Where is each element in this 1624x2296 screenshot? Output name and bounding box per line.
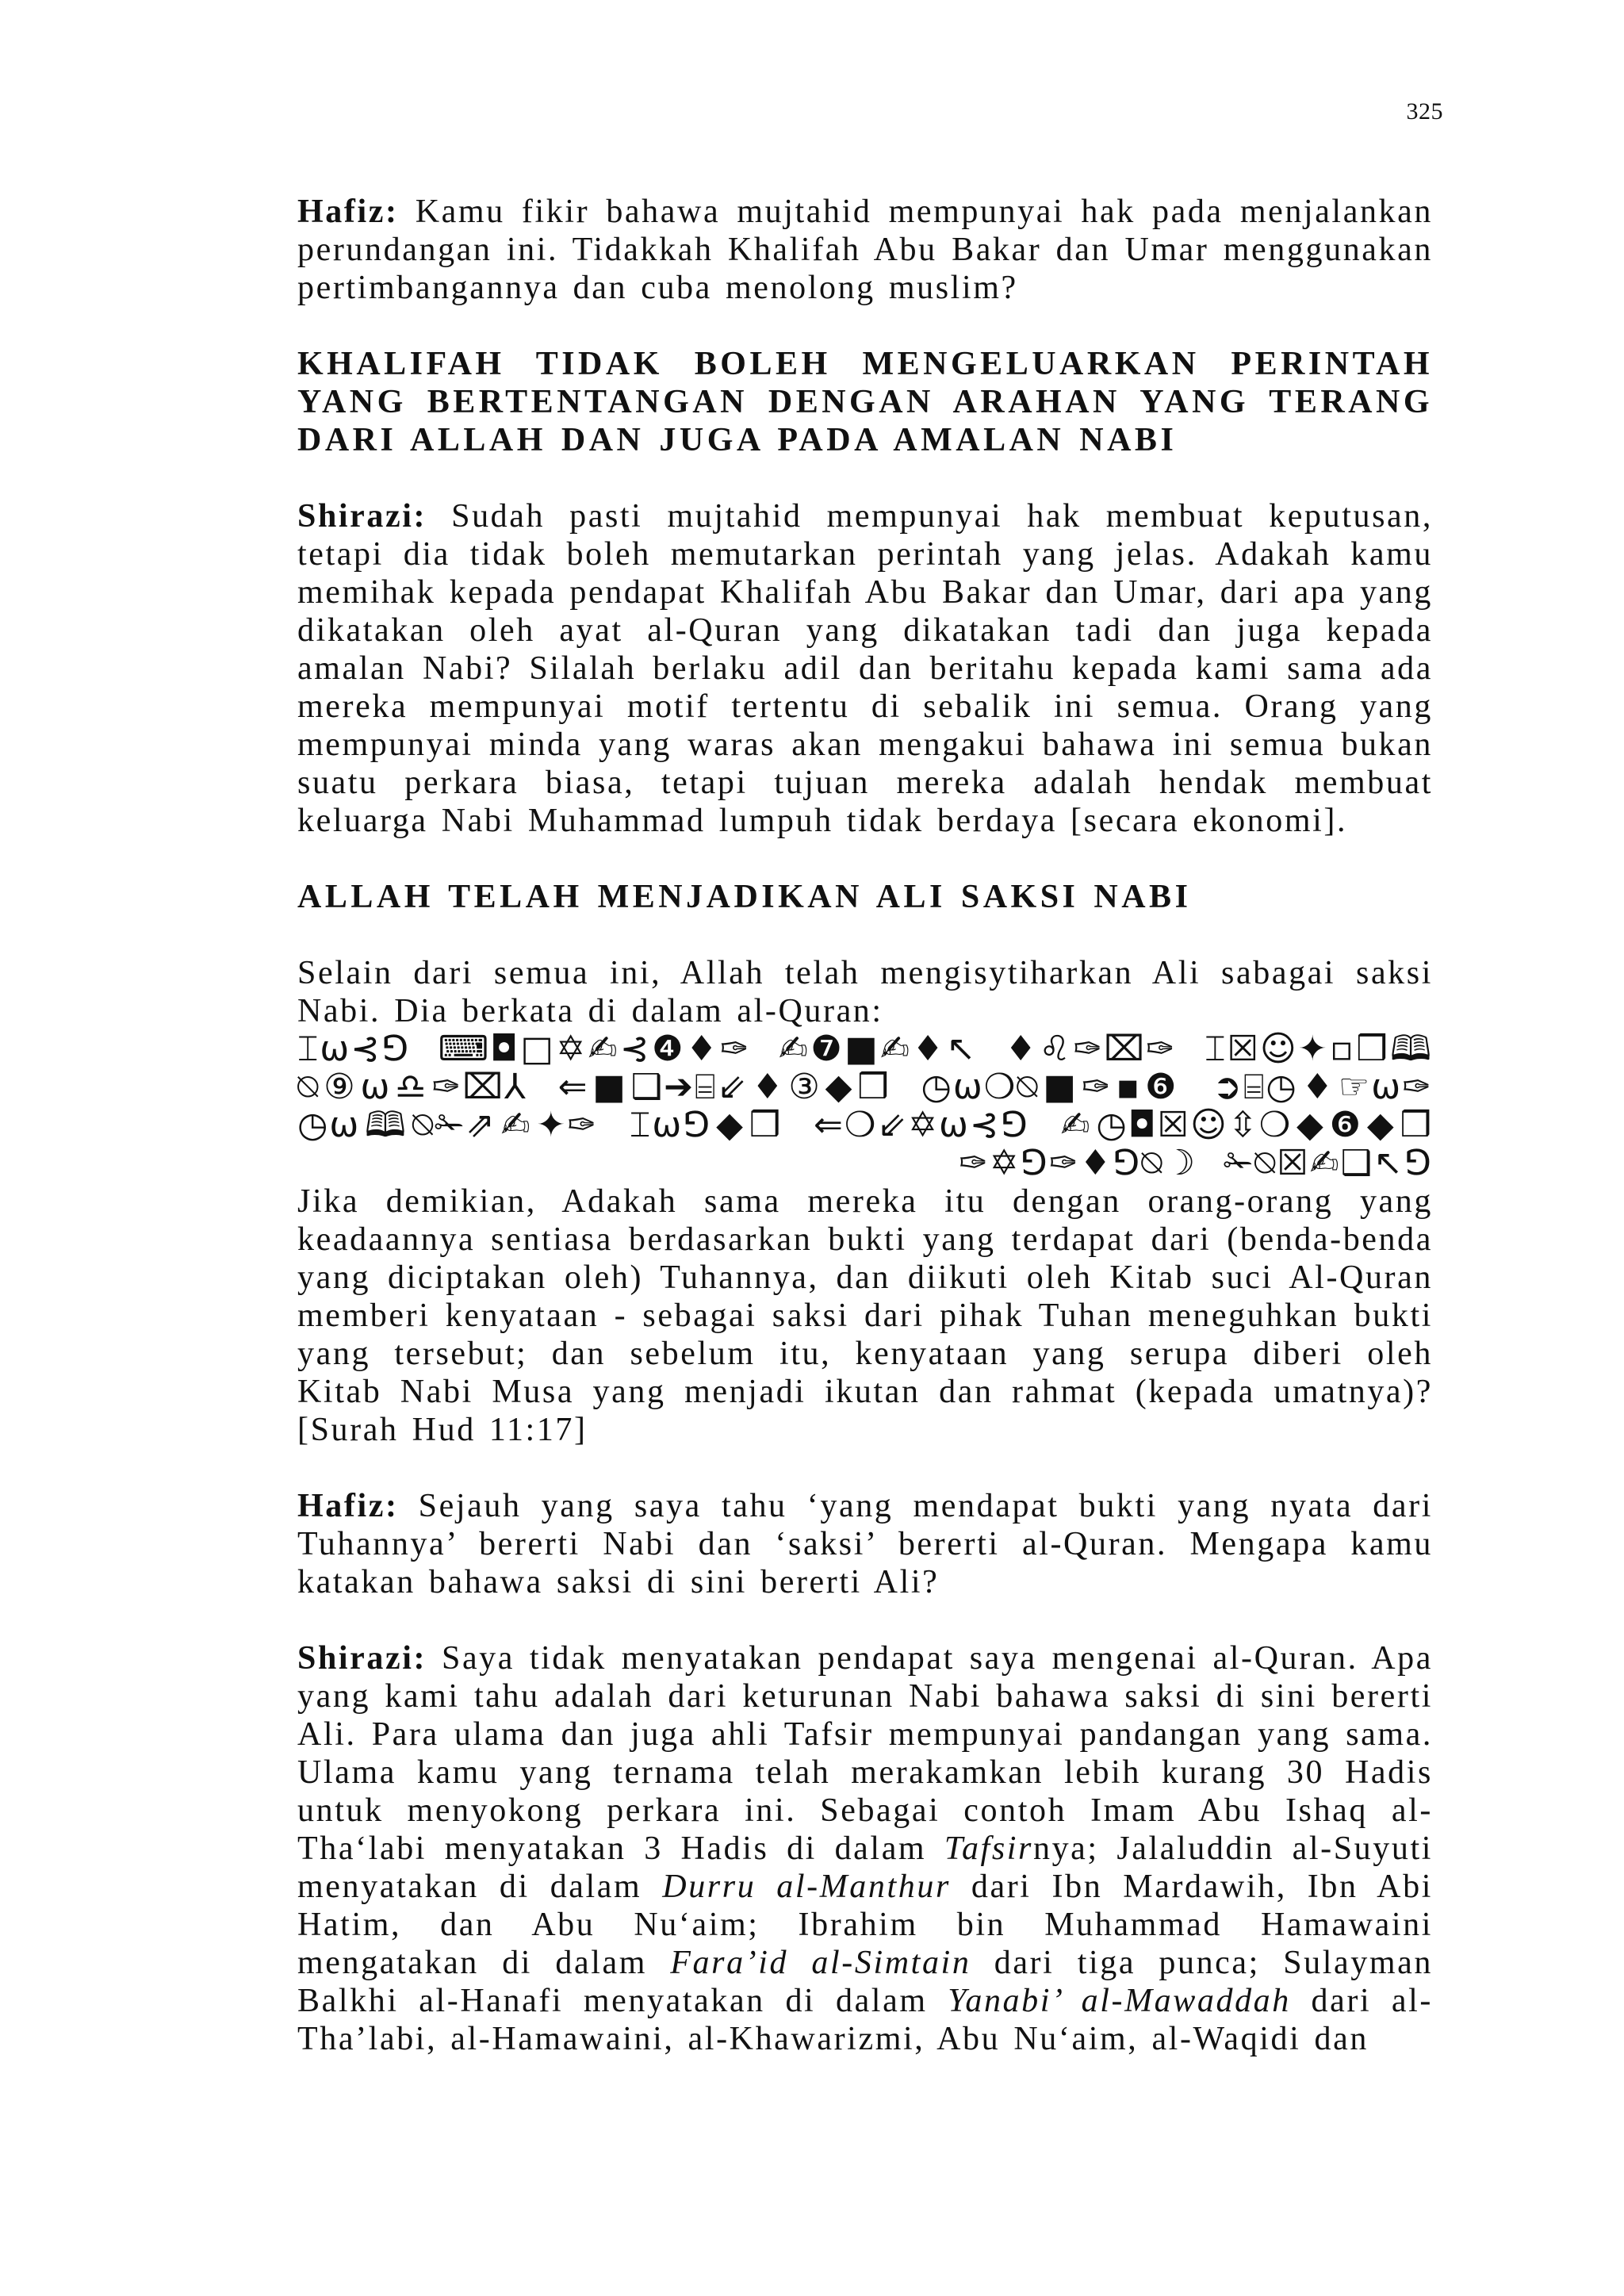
paragraph-text: Saya tidak menyatakan pendapat saya mengenai al-Quran. Apa yang kami tahu adalah dari keturunan Nabi bahawa saksi di sini bererti Ali. Para ulama dan juga ahli Tafsir mempunyai pandangan yang sama. Ulama kamu yang ternama telah merakamkan lebih kurang 30 Hadis untuk menyokong perkara ini. Sebagai contoh Imam Abu Ishaq al-Tha‘labi menyatakan 3 Hadis di dalam — [297, 1640, 1433, 1867]
speaker-label: Hafiz: — [297, 1488, 399, 1524]
paragraph-shirazi-reply — [297, 497, 1433, 840]
paragraph-shirazi-explanation — [297, 1639, 1433, 2058]
page-number: 325 — [1406, 98, 1443, 125]
paragraph-hafiz-objection — [297, 1487, 1433, 1601]
paragraph-text: dari Ibn Mardawih, Ibn Abi Hatim, dan Abu Nu‘aim; Ibrahim bin Muhammad Hamawaini mengatakan di dalam — [297, 1869, 1433, 1981]
paragraph-text: Sejauh yang saya tahu ‘yang mendapat bukti yang nyata dari Tuhannya’ bererti Nabi dan ‘saksi’ bererti al-Quran. Mengapa kamu katakan bahawa saksi di sini bererti Ali? — [297, 1488, 1433, 1600]
paragraph-intro-verse: Selain dari semua ini, Allah telah mengisytiharkan Ali sabagai saksi Nabi. Dia berkata di dalam al-Quran: — [297, 955, 1433, 1029]
quran-verse-glyphs: ⌶⍵⊰⅁ ⌨◘□✡✍⊰❹♦✑ ✍❼■✍♦↖ ♦♌✑⌧✑ ⌶☒☺✦▫❒🕮 ⍉⑨⍵♎✑⌧⅄ ⇐■❑➔⌸⇙♦③◆❒ ◷⍵❍⍉■✑▪❻ ➲⌸◷♦☞⍵✑ ◷⍵🕮⍉✁⇗✍✦✑ ⌶⍵⅁◆❒ ⇐❍⇙✡⍵⊰⅁ ✍◷◘☒☺⇳❍◆❻◆❒ ✑✡⅁✑♦⅁⍉☽ ✁⍉☒✍❑↖⅁ — [297, 1029, 1433, 1183]
book-title: Yanabi’ al-Mawaddah — [948, 1983, 1291, 2019]
paragraph-text: nya; Jalaluddin al-Suyuti menyatakan di dalam — [297, 1830, 1433, 1905]
paragraph-text: Sudah pasti mujtahid mempunyai hak membuat keputusan, tetapi dia tidak boleh memutarkan perintah yang jelas. Adakah kamu memihak kepada pendapat Khalifah Abu Bakar dan Umar, dari apa yang dikatakan oleh ayat al-Quran yang dikatakan tadi dan juga kepada amalan Nabi? Silalah berlaku adil dan beritahu kepada kami sama ada mereka mempunyai motif tertentu di sebalik ini semua. Orang yang mempunyai minda yang waras akan mengakui bahawa ini semua bukan suatu perkara biasa, tetapi tujuan mereka adalah hendak membuat keluarga Nabi Muhammad lumpuh tidak berdaya [secara ekonomi]. — [297, 498, 1433, 839]
speaker-label: Shirazi: — [297, 1640, 427, 1677]
speaker-label: Shirazi: — [297, 498, 427, 535]
book-title: Fara’id al-Simtain — [670, 1945, 971, 1981]
paragraph-verse-translation: Jika demikian, Adakah sama mereka itu dengan orang-orang yang keadaannya sentiasa berdasarkan bukti yang terdapat dari (benda-benda yang diciptakan oleh) Tuhannya, dan diikuti oleh Kitab suci Al-Quran memberi kenyataan - sebagai saksi dari pihak Tuhan meneguhkan bukti yang tersebut; dan sebelum itu, kenyataan yang serupa diberi oleh Kitab Nabi Musa yang menjadi ikutan dan rahmat (kepada umatnya)? [Surah Hud 11:17] — [297, 1183, 1433, 1448]
book-title: Durru al-Manthur — [662, 1869, 951, 1905]
paragraph-text: dari al-Tha’labi, al-Hamawaini, al-Khawarizmi, Abu Nu‘aim, al-Waqidi dan — [297, 1983, 1433, 2057]
page-body — [297, 193, 1433, 2058]
paragraph-text: dari tiga punca; Sulayman Balkhi al-Hanafi menyatakan di dalam — [297, 1945, 1433, 2019]
paragraph-text: Kamu fikir bahawa mujtahid mempunyai hak pada menjalankan perundangan ini. Tidakkah Khalifah Abu Bakar dan Umar menggunakan pertimbangannya dan cuba menolong muslim? — [297, 194, 1433, 306]
section-heading-khalifah: KHALIFAH TIDAK BOLEH MENGELUARKAN PERINTAH YANG BERTENTANGAN DENGAN ARAHAN YANG TERANG DARI ALLAH DAN JUGA PADA AMALAN NABI — [297, 346, 1433, 458]
section-heading-ali-saksi: ALLAH TELAH MENJADIKAN ALI SAKSI NABI — [297, 879, 1192, 915]
speaker-label: Hafiz: — [297, 194, 399, 230]
paragraph-hafiz-question — [297, 193, 1433, 307]
book-title: Tafsir — [944, 1830, 1033, 1867]
